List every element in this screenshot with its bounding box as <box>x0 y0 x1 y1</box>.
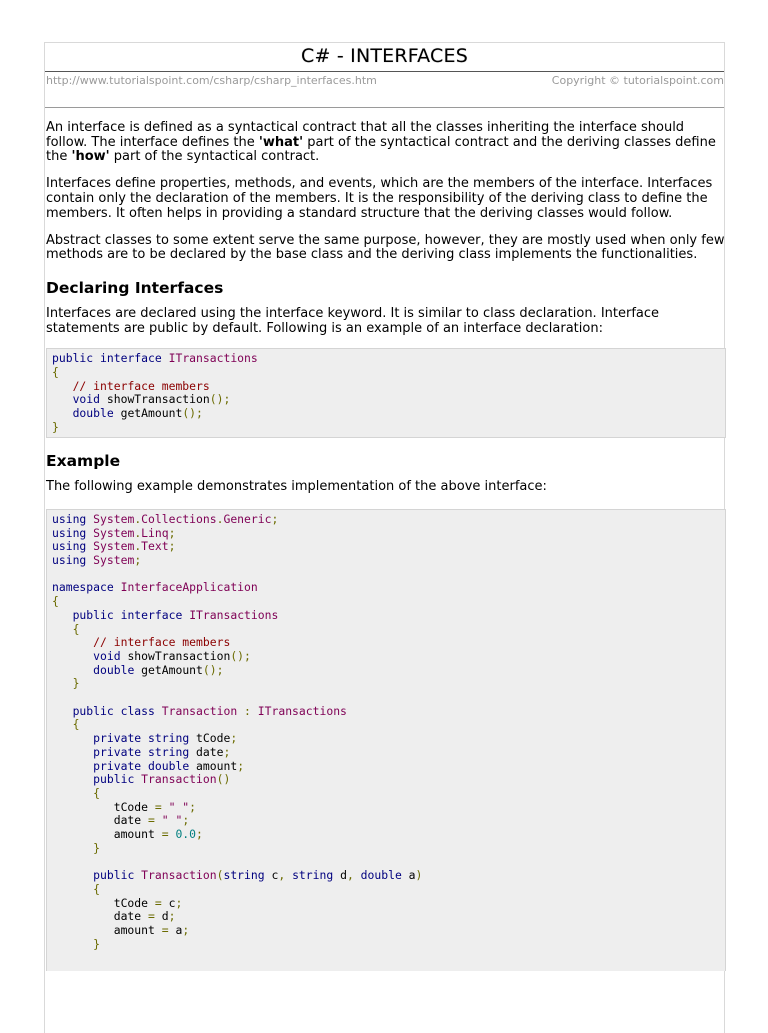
code-token <box>52 759 93 773</box>
code-token <box>114 580 121 594</box>
code-token <box>141 745 148 759</box>
code-token: ITransactions <box>168 351 258 366</box>
code-token: { <box>72 717 80 732</box>
code-line <box>52 760 720 774</box>
code-token: public <box>93 868 135 883</box>
code-token: a <box>168 923 183 938</box>
code-line <box>52 856 720 870</box>
code-token: public <box>72 607 114 622</box>
code-line <box>52 527 720 541</box>
document-page <box>44 42 725 1033</box>
code-line <box>52 650 720 664</box>
code-token: Transaction <box>161 703 238 718</box>
code-token: interface <box>100 351 162 366</box>
code-token <box>52 937 93 951</box>
code-token: date <box>52 813 149 828</box>
code-token: ITransactions <box>257 703 347 718</box>
code-token: ; <box>182 923 190 938</box>
code-token: = <box>148 813 155 828</box>
code-token <box>354 868 361 882</box>
code-token: string <box>148 744 190 759</box>
code-line <box>52 938 720 952</box>
code-token: interface <box>120 607 183 622</box>
code-token <box>52 663 93 677</box>
code-line <box>52 801 720 815</box>
article-body <box>46 121 726 971</box>
code-token: a <box>401 868 416 883</box>
code-token <box>114 608 121 622</box>
code-token: void <box>72 392 101 407</box>
code-token <box>155 704 162 718</box>
code-token: } <box>52 419 59 434</box>
code-token: " " <box>168 799 190 814</box>
code-token: public <box>72 703 114 718</box>
code-line <box>52 664 720 678</box>
code-token: } <box>93 840 101 855</box>
section-heading-declaring: Declaring Interfaces <box>46 278 224 297</box>
code-token: class <box>120 703 155 718</box>
code-token: } <box>72 676 80 691</box>
code-token: Text <box>141 539 169 554</box>
copyright-notice: Copyright © tutorialspoint.com <box>551 74 724 87</box>
code-token: . <box>134 539 142 554</box>
code-token: public <box>93 772 135 787</box>
code-token: using <box>52 525 87 540</box>
code-token: ; <box>189 799 197 814</box>
code-token: = <box>161 827 169 842</box>
code-token: (); <box>202 662 224 677</box>
code-token: System <box>93 553 135 568</box>
code-token: d <box>154 909 169 924</box>
code-token <box>52 717 73 731</box>
code-token: string <box>292 868 334 883</box>
code-line <box>52 366 720 380</box>
code-token: ) <box>415 868 423 883</box>
code-token: ; <box>230 731 238 746</box>
code-token <box>52 392 73 406</box>
code-token: public <box>52 351 94 366</box>
code-token: . <box>134 511 142 526</box>
code-token: void <box>93 648 121 663</box>
code-line <box>52 787 720 801</box>
code-token <box>52 731 93 745</box>
code-token <box>52 704 73 718</box>
code-token <box>52 635 93 649</box>
code-token <box>162 351 169 365</box>
emphasis-what: 'what' <box>258 134 304 150</box>
code-line <box>52 554 720 568</box>
code-token: date <box>52 909 149 924</box>
code-line <box>52 732 720 746</box>
code-line <box>52 842 720 856</box>
code-token: amount <box>189 758 238 773</box>
code-line <box>52 393 720 407</box>
code-token <box>52 379 73 393</box>
code-token: (); <box>182 405 203 420</box>
code-token: using <box>52 539 87 554</box>
code-token <box>52 676 73 690</box>
code-token: // interface members <box>93 635 231 650</box>
code-token: tCode <box>189 731 231 746</box>
code-block-interface-declaration <box>46 348 726 438</box>
code-token: private <box>93 731 142 746</box>
code-token: Linq <box>141 525 169 540</box>
page-title: C# - INTERFACES <box>301 45 468 67</box>
code-token: (); <box>209 392 231 407</box>
code-token <box>52 841 93 855</box>
code-token: showTransaction <box>100 392 210 407</box>
code-token: 0.0 <box>175 827 197 842</box>
code-token <box>52 649 93 663</box>
code-token: Transaction <box>141 868 217 883</box>
example-paragraph: The following example demonstrates implementation of the above interface: <box>46 479 547 495</box>
title-divider <box>45 71 724 72</box>
intro-text: part of the syntactical contract. <box>109 149 320 165</box>
code-line <box>52 705 720 719</box>
code-line <box>52 746 720 760</box>
code-token: (); <box>230 648 251 663</box>
code-line <box>52 869 720 883</box>
code-line <box>52 677 720 691</box>
code-token: . <box>134 525 142 540</box>
code-token <box>141 759 148 773</box>
intro-text: An interface is defined as a syntactical contract that all the classes inheriting the interface should follow. The interface defines the <box>46 120 685 150</box>
code-token: tCode <box>52 799 155 814</box>
code-token: getAmount <box>113 405 183 420</box>
code-token: , <box>346 868 354 883</box>
code-token: double <box>360 868 402 883</box>
code-line <box>52 540 720 554</box>
code-token: namespace <box>52 580 114 595</box>
code-token: InterfaceApplication <box>120 580 258 595</box>
code-token: System <box>93 511 135 526</box>
code-token: { <box>72 621 80 636</box>
code-line <box>52 581 720 595</box>
emphasis-how: 'how' <box>71 149 110 165</box>
code-token: { <box>52 364 59 379</box>
code-token: date <box>189 744 224 759</box>
code-token: Collections <box>141 511 217 526</box>
code-line <box>52 897 720 911</box>
code-token: ITransactions <box>189 607 279 622</box>
code-line <box>52 828 720 842</box>
code-token: } <box>93 936 101 951</box>
code-token <box>52 882 93 896</box>
code-token <box>155 813 162 827</box>
code-token: ; <box>168 909 176 924</box>
code-token: () <box>216 772 231 787</box>
code-token: double <box>148 758 190 773</box>
code-token: private <box>93 744 142 759</box>
code-line <box>52 924 720 938</box>
code-token: ( <box>216 868 224 883</box>
source-url[interactable]: http://www.tutorialspoint.com/csharp/csharp_interfaces.htm <box>46 74 377 87</box>
code-token <box>52 772 93 786</box>
code-token: // interface members <box>72 378 210 393</box>
code-token: ; <box>223 744 231 759</box>
code-line <box>52 910 720 924</box>
code-line <box>52 407 720 421</box>
code-line <box>52 718 720 732</box>
code-token: , <box>278 868 286 883</box>
code-token: { <box>93 786 101 800</box>
code-token: showTransaction <box>120 648 231 663</box>
code-line <box>52 513 720 527</box>
intro-paragraph-3: Abstract classes to some extent serve the same purpose, however, they are mostly used when only few methods are to be declared by the base class and the deriving class implements the functionalities. <box>46 232 725 263</box>
code-token: Transaction <box>141 772 217 787</box>
code-token: = <box>154 895 162 910</box>
intro-paragraph-1 <box>46 121 726 165</box>
code-token <box>52 868 93 882</box>
code-token <box>52 745 93 759</box>
code-token: = <box>148 909 155 924</box>
code-token: ; <box>271 511 279 526</box>
code-line <box>52 609 720 623</box>
code-token: double <box>93 662 135 677</box>
code-token: ; <box>175 895 183 910</box>
code-line <box>52 773 720 787</box>
intro-paragraph-2: Interfaces define properties, methods, and events, which are the members of the interface. Interfaces contain only the declaration of the members. It is the responsibility of the deriving class to define the members. It often helps in providing a standard structure that the deriving classes would follow. <box>46 176 713 221</box>
code-token: getAmount <box>134 662 203 677</box>
code-token <box>52 406 73 420</box>
code-line <box>52 883 720 897</box>
code-token: private <box>93 758 142 773</box>
code-token <box>251 704 258 718</box>
code-token: tCode <box>52 895 155 910</box>
code-token: ; <box>237 758 245 773</box>
code-token: using <box>52 511 87 526</box>
section-heading-example: Example <box>46 452 121 471</box>
code-token: = <box>161 923 169 938</box>
code-token: string <box>148 731 190 746</box>
code-token: . <box>216 511 224 526</box>
code-line <box>52 421 720 435</box>
code-line <box>52 568 720 582</box>
code-token <box>141 731 148 745</box>
code-token <box>114 704 121 718</box>
code-token: ; <box>168 539 176 554</box>
code-token: { <box>93 881 101 896</box>
code-token: System <box>93 539 135 554</box>
code-token <box>52 608 73 622</box>
code-token <box>162 800 169 814</box>
code-token <box>52 622 73 636</box>
code-line <box>52 814 720 828</box>
code-line <box>52 380 720 394</box>
code-token: ; <box>168 525 176 540</box>
intro-text: part of the syntactical contract and the deriving classes define the <box>46 134 716 165</box>
code-token: : <box>244 703 251 718</box>
code-token: ; <box>134 553 142 568</box>
code-line <box>52 352 720 366</box>
code-line <box>52 636 720 650</box>
code-token <box>93 351 100 365</box>
code-token: amount <box>52 827 162 842</box>
code-token <box>52 786 93 800</box>
code-token: " " <box>161 813 183 828</box>
code-token: ; <box>196 827 203 842</box>
code-token: Generic <box>223 511 272 526</box>
code-token: ; <box>182 813 190 828</box>
header-divider <box>45 107 724 108</box>
code-block-example <box>46 509 726 972</box>
code-token: c <box>264 868 279 883</box>
code-line <box>52 623 720 637</box>
code-token: string <box>223 868 265 883</box>
code-token: = <box>154 799 162 814</box>
code-line <box>52 595 720 609</box>
code-line <box>52 691 720 705</box>
code-token: amount <box>52 923 162 938</box>
code-token: System <box>93 525 135 540</box>
code-token: d <box>333 868 347 883</box>
code-token: { <box>52 594 59 609</box>
code-token: using <box>52 553 87 568</box>
code-token: double <box>72 405 114 420</box>
code-token: c <box>161 895 176 910</box>
declaring-paragraph: Interfaces are declared using the interface keyword. It is similar to class declaration. Interface statements are public by default. Following is an example of an interface declaration: <box>46 305 660 336</box>
